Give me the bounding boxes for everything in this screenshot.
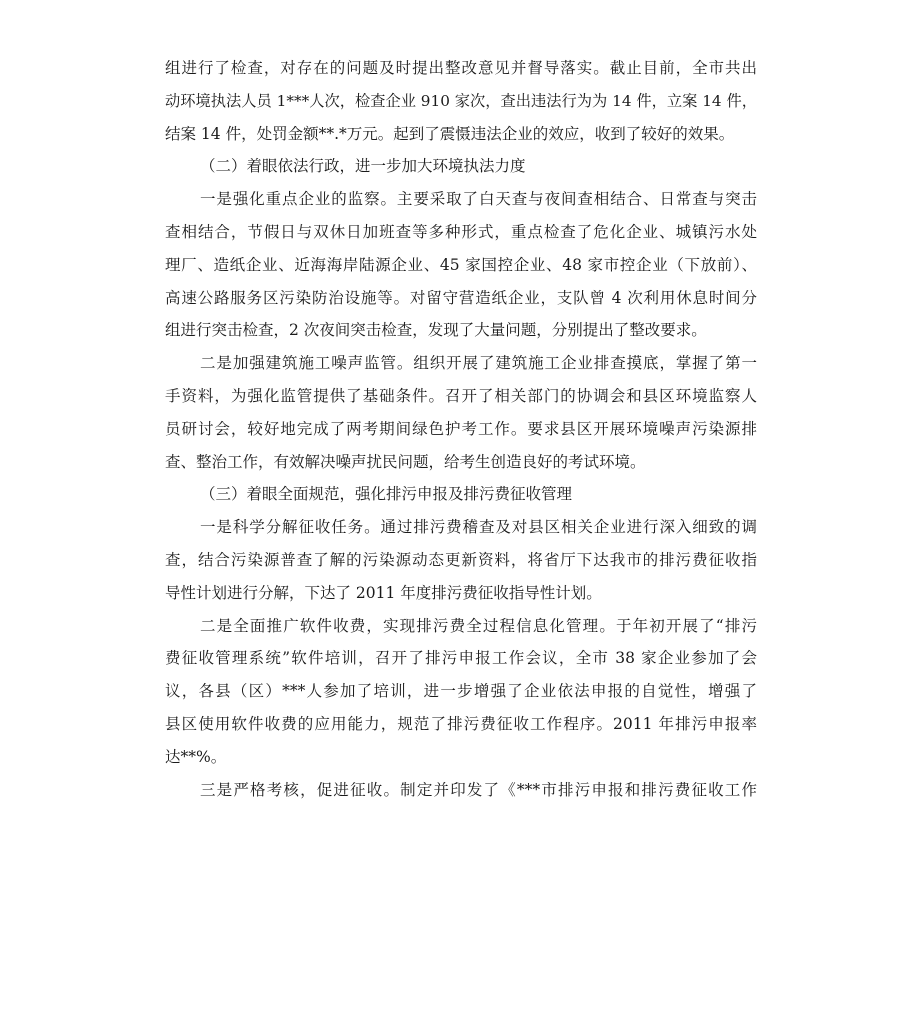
text-line: 动环境执法人员 1***人次，检查企业 910 家次，查出违法行为为 14 件，立案 14 件， (165, 91, 757, 110)
text-line: 组进行了检查，对存在的问题及时提出整改意见并督导落实。截止目前，全市共出 (165, 59, 757, 77)
text-line: 县区使用软件收费的应用能力，规范了排污费征收工作程序。2011 年排污申报率 (165, 714, 757, 733)
text-line: 议，各县（区）***人参加了培训，进一步增强了企业依法申报的自觉性，增强了 (165, 682, 757, 701)
document-body (165, 52, 757, 806)
text-line: 费征收管理系统”软件培训，召开了排污申报工作会议，全市 38 家企业参加了会 (165, 649, 757, 668)
paragraph-start: 一是科学分解征收任务。通过排污费稽查及对县区相关企业进行深入细致的调 (200, 518, 757, 537)
text-line: 达**%。 (165, 747, 227, 766)
text-line: 员研讨会，较好地完成了两考期间绿色护考工作。要求县区开展环境噪声污染源排 (165, 419, 757, 438)
paragraph-start: 三是严格考核，促进征收。制定并印发了《***市排污申报和排污费征收工作 (200, 780, 757, 799)
text-line: 手资料，为强化监管提供了基础条件。召开了相关部门的协调会和县区环境监察人 (165, 386, 757, 405)
section-heading: （三）着眼全面规范，强化排污申报及排污费征收管理 (200, 485, 573, 504)
text-line: 组进行突击检查，2 次夜间突击检查，发现了大量问题，分别提出了整改要求。 (165, 321, 707, 340)
paragraph-start: 二是全面推广软件收费，实现排污费全过程信息化管理。于年初开展了“排污 (200, 616, 757, 635)
text-line: 高速公路服务区污染防治设施等。对留守营造纸企业，支队曾 4 次利用休息时间分 (165, 288, 757, 307)
text-line: 结案 14 件，处罚金额**.*万元。起到了震慑违法企业的效应，收到了较好的效果。 (165, 124, 735, 143)
paragraph-start: 一是强化重点企业的监察。主要采取了白天查与夜间查相结合、日常查与突击 (200, 190, 757, 209)
text-line: 理厂、造纸企业、近海海岸陆源企业、45 家国控企业、48 家市控企业（下放前）、 (165, 255, 757, 274)
text-line: 查、整治工作，有效解决噪声扰民问题，给考生创造良好的考试环境。 (165, 452, 646, 471)
text-line: 查，结合污染源普查了解的污染源动态更新资料，将省厅下达我市的排污费征收指 (165, 550, 757, 569)
text-line: 查相结合，节假日与双休日加班查等多种形式，重点检查了危化企业、城镇污水处 (165, 222, 757, 241)
paragraph-start: 二是加强建筑施工噪声监管。组织开展了建筑施工企业排查摸底，掌握了第一 (200, 354, 757, 373)
section-heading: （二）着眼依法行政，进一步加大环境执法力度 (200, 157, 526, 176)
text-line: 导性计划进行分解，下达了 2011 年度排污费征收指导性计划。 (165, 583, 602, 602)
